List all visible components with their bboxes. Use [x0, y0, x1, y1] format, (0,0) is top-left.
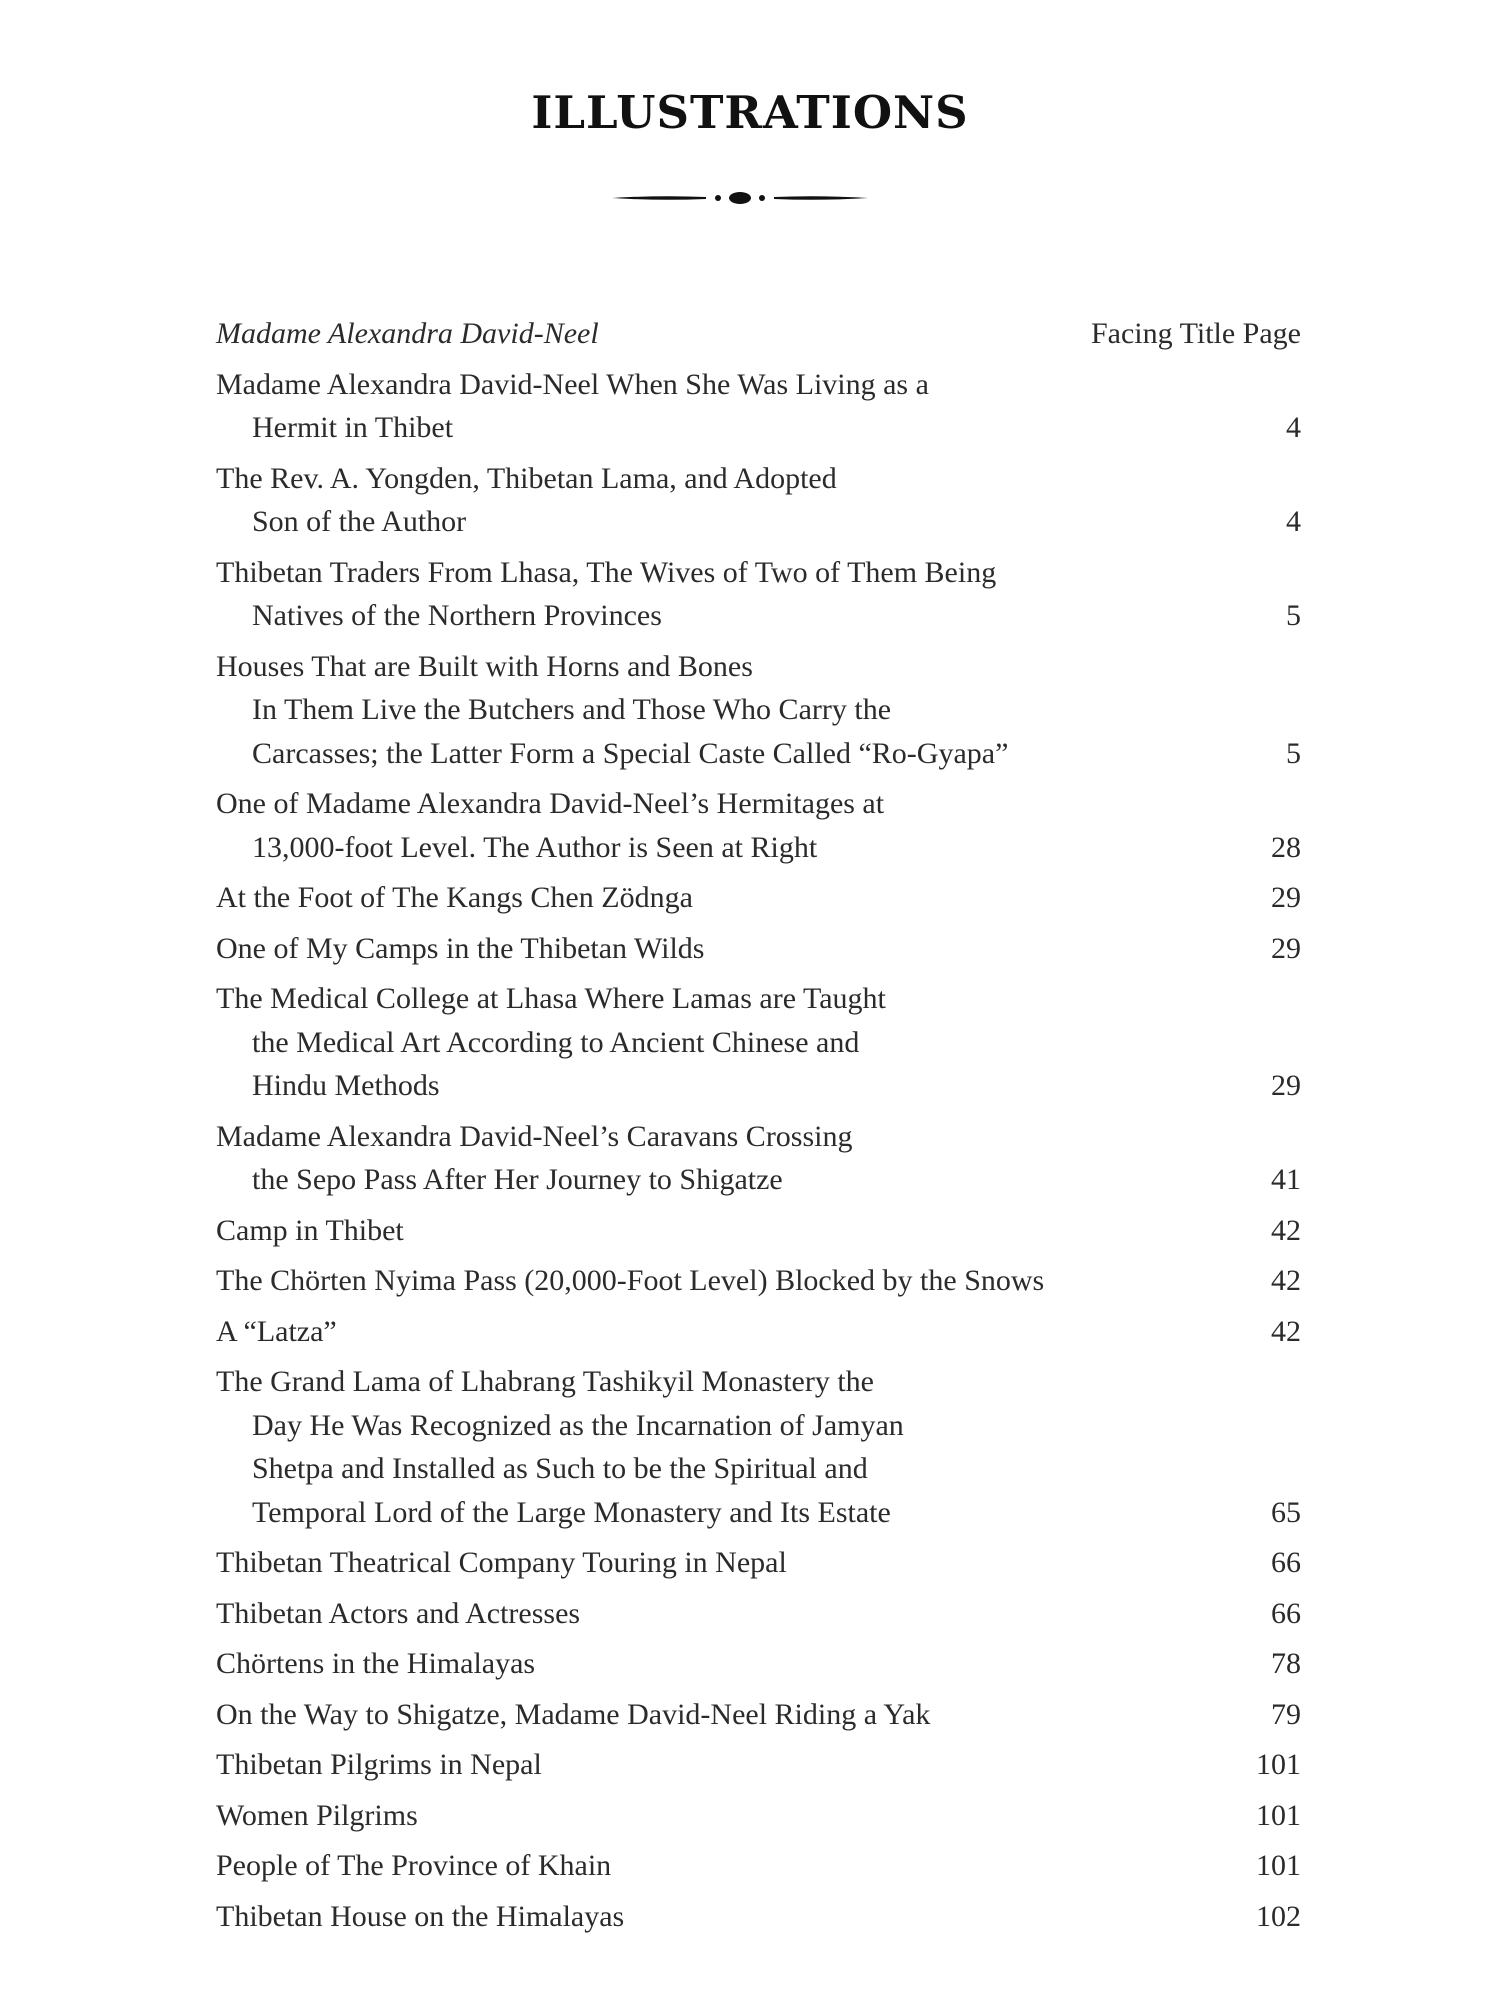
illustration-title-line: The Chörten Nyima Pass (20,000-Foot Level) Blocked by the Snows [216, 1264, 1045, 1297]
illustration-title-line: People of The Province of Khain [216, 1849, 612, 1882]
illustration-title-line: Camp in Thibet [216, 1213, 404, 1247]
illustration-title [216, 312, 976, 356]
illustration-title [216, 1844, 1206, 1888]
list-item [216, 1259, 1301, 1303]
illustration-title-line: Chörtens in the Himalayas [216, 1647, 536, 1680]
illustration-title-line: Women Pilgrims [216, 1798, 418, 1832]
list-item [216, 1895, 1301, 1939]
illustration-title-line: Day He Was Recognized as the Incarnation of Jamyan [252, 1408, 904, 1442]
page-number: 66 [1271, 1596, 1301, 1630]
list-item [216, 1310, 1301, 1354]
illustration-title [216, 1115, 1206, 1202]
list-item [216, 1541, 1301, 1585]
illustration-title-line: Carcasses; the Latter Form a Special Caste Called “Ro-Gyapa” [252, 736, 1009, 770]
list-item [216, 363, 1301, 450]
illustration-title-line: The Rev. A. Yongden, Thibetan Lama, and Adopted [216, 461, 837, 495]
list-item [216, 1209, 1301, 1253]
page-number: 4 [1286, 411, 1301, 444]
illustration-title [216, 1895, 1206, 1939]
list-item [216, 551, 1301, 638]
illustration-title-line: On the Way to Shigatze, Madame David-Neel Riding a Yak [216, 1697, 931, 1731]
illustration-title-line: Shetpa and Installed as Such to be the Spiritual and [252, 1452, 868, 1485]
illustration-title-line: Houses That are Built with Horns and Bones [216, 649, 753, 683]
list-item [216, 1360, 1301, 1534]
ornament-divider-icon [610, 188, 870, 208]
illustration-title [216, 977, 1206, 1108]
page-number: 29 [1271, 881, 1301, 914]
list-item [216, 1743, 1301, 1787]
list-item [216, 977, 1301, 1108]
illustration-title-line: Thibetan Theatrical Company Touring in Nepal [216, 1546, 787, 1579]
page-number: 66 [1271, 1546, 1301, 1579]
illustration-title [216, 927, 1206, 971]
list-item [216, 1592, 1301, 1636]
page-title: ILLUSTRATIONS [531, 86, 969, 139]
illustration-title [216, 876, 1206, 920]
page-number: 5 [1286, 599, 1301, 632]
illustration-title-line: the Sepo Pass After Her Journey to Shigatze [252, 1163, 783, 1196]
page-number: 42 [1271, 1213, 1301, 1247]
illustration-title-line: One of Madame Alexandra David-Neel’s Hermitages at [216, 787, 885, 820]
illustration-title-line: Madame Alexandra David-Neel [216, 317, 599, 350]
illustration-title [216, 1743, 1206, 1787]
list-item [216, 1844, 1301, 1888]
illustration-title-line: At the Foot of The Kangs Chen Zödnga [216, 881, 693, 914]
list-item [216, 876, 1301, 920]
page-number: 101 [1256, 1748, 1301, 1781]
list-item [216, 312, 1301, 356]
list-item [216, 645, 1301, 776]
illustrations-list [216, 312, 1301, 1945]
page-number: 78 [1271, 1647, 1301, 1680]
illustration-title [216, 1794, 1206, 1838]
illustration-title-line: the Medical Art According to Ancient Chinese and [252, 1025, 860, 1059]
page-number: 79 [1271, 1697, 1301, 1731]
illustration-title-line: Son of the Author [252, 505, 467, 538]
illustration-title [216, 363, 1206, 450]
page-number: 65 [1271, 1495, 1301, 1529]
page-number: 101 [1256, 1849, 1301, 1882]
illustration-title-line: Natives of the Northern Provinces [252, 599, 662, 632]
page-number: 29 [1271, 931, 1301, 965]
page-number: 4 [1286, 505, 1301, 538]
illustration-title-line: A “Latza” [216, 1314, 337, 1348]
page-number: 101 [1256, 1798, 1301, 1832]
illustration-title [216, 1541, 1206, 1585]
illustration-title [216, 1259, 1206, 1303]
illustration-title-line: Thibetan House on the Himalayas [216, 1899, 625, 1933]
page-number: 102 [1256, 1899, 1301, 1933]
illustration-title-line: Hindu Methods [252, 1069, 440, 1102]
list-item [216, 1693, 1301, 1737]
list-item [216, 782, 1301, 869]
list-item [216, 1642, 1301, 1686]
illustration-title-line: In Them Live the Butchers and Those Who Carry the [252, 693, 892, 726]
illustration-title [216, 1642, 1206, 1686]
page-number: Facing Title Page [1090, 317, 1301, 350]
illustration-title-line: 13,000-foot Level. The Author is Seen at Right [252, 830, 818, 864]
page-number: 42 [1271, 1264, 1301, 1297]
illustration-title-line: The Grand Lama of Lhabrang Tashikyil Monastery the [216, 1365, 874, 1398]
illustration-title [216, 1592, 1206, 1636]
illustration-title-line: Madame Alexandra David-Neel When She Was Living as a [216, 367, 929, 401]
illustration-title [216, 551, 1206, 638]
list-item [216, 927, 1301, 971]
list-item [216, 1794, 1301, 1838]
illustration-title-line: Thibetan Actors and Actresses [216, 1596, 581, 1630]
illustration-title-line: Temporal Lord of the Large Monastery and Its Estate [252, 1495, 891, 1529]
illustration-title [216, 1310, 1206, 1354]
list-item [216, 1115, 1301, 1202]
page-number: 28 [1271, 830, 1301, 864]
page-number: 42 [1271, 1314, 1301, 1348]
illustration-title-line: Thibetan Pilgrims in Nepal [216, 1748, 542, 1781]
illustration-title [216, 457, 1206, 544]
illustration-title-line: Hermit in Thibet [252, 411, 454, 444]
illustration-title [216, 1209, 1206, 1253]
page-number: 5 [1286, 736, 1301, 770]
illustration-title-line: One of My Camps in the Thibetan Wilds [216, 931, 705, 965]
illustration-title [216, 645, 1206, 776]
illustration-title-line: The Medical College at Lhasa Where Lamas are Taught [216, 982, 886, 1015]
page-number: 29 [1271, 1069, 1301, 1102]
illustration-title-line: Madame Alexandra David-Neel’s Caravans Crossing [216, 1119, 853, 1153]
illustration-title-line: Thibetan Traders From Lhasa, The Wives of Two of Them Being [216, 555, 997, 589]
illustration-title [216, 1693, 1206, 1737]
illustration-title [216, 782, 1206, 869]
illustration-title [216, 1360, 1206, 1534]
page-number: 41 [1271, 1163, 1301, 1196]
list-item [216, 457, 1301, 544]
